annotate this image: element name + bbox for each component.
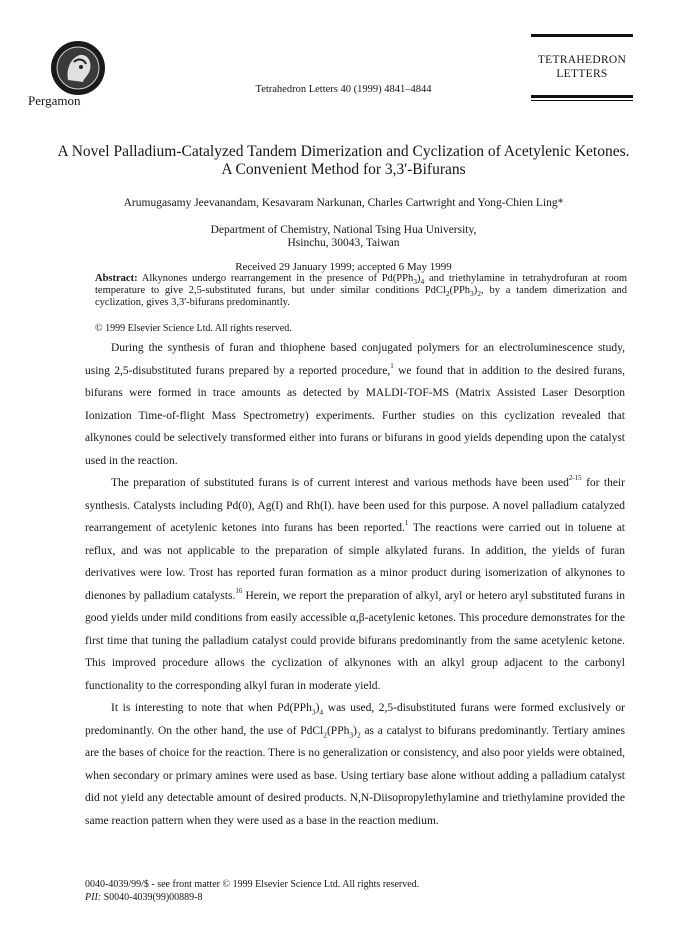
journal-masthead bbox=[531, 34, 633, 101]
abstract-label: Abstract: bbox=[95, 273, 138, 284]
front-matter-line: 0040-4039/99/$ - see front matter © 1999 Elsevier Science Ltd. All rights reserved. bbox=[85, 879, 420, 890]
reference-marker: 16 bbox=[235, 586, 243, 595]
masthead-rule-top bbox=[531, 34, 633, 37]
reference-marker: 2-15 bbox=[568, 474, 582, 482]
publisher-name: Pergamon bbox=[28, 93, 81, 108]
masthead-rule-bottom bbox=[531, 95, 633, 98]
page-footer bbox=[85, 878, 419, 904]
abstract: Abstract: Alkynones undergo rearrangement in the presence of $Pd(PPh_3)_4$ and triethylamine in tetrahydrofuran at room temperature to give 2,5-substituted furans, but under similar conditions $PdCl_2(PPh_3)_2$, by a tandem dimerization and cyclization, gives 3,3'-bifurans predominantly. bbox=[95, 273, 627, 309]
received-dates: Received 29 January 1999; accepted 6 May 1999 bbox=[235, 261, 452, 273]
author-list: Arumugasamy Jeevanandam, Kesavaram Narkunan, Charles Cartwright and Yong-Chien Ling* bbox=[123, 197, 564, 209]
journal-citation: Tetrahedron Letters 40 (1999) 4841–4844 bbox=[255, 84, 432, 95]
masthead-rule-thin bbox=[531, 100, 633, 101]
paragraph-1: During the synthesis of furan and thiophene based conjugated polymers for an electroluminescence study, using 2,5-disubstituted furans prepared by a reported procedure,$^1$ we found that in addition to the desired furans, bifurans were formed in trace amounts as detected by MALDI-TOF-MS (Matrix Assisted Laser Desorption Ionization Time-of-flight Mass Spectrometry) experiments. Further studies on this cyclization revealed that alkynones could be selectively transformed either into furans or bifurans in good yields depending upon the catalyst used in the reaction. bbox=[85, 342, 625, 467]
article-title: A Novel Palladium-Catalyzed Tandem Dimerization and Cyclization of Acetylenic Ketones. A Convenient Method for 3,3'-Bifurans bbox=[57, 143, 630, 178]
reference-marker: 1 bbox=[390, 361, 394, 370]
body-text bbox=[85, 337, 625, 832]
reference-marker: 1 bbox=[404, 519, 409, 527]
abstract-copyright: © 1999 Elsevier Science Ltd. All rights reserved. bbox=[95, 323, 292, 334]
paragraph-3: It is interesting to note that when $Pd(PPh_3)_4$ was used, 2,5-disubstituted furans were formed exclusively or predominantly. On the other hand, the use of $PdCl_2(PPh_3)_2$ as a catalyst to bifurans predominantly. Tertiary amines are the bases of choice for the reaction. There is no generalization or consistency, and also poor yields were obtained, when secondary or primary amines were used as base. Using tertiary base alone without adding a palladium catalyst did not yield any detectable amount of desired products. N,N-Diisopropylethylamine and triethylamine provided the same reaction pattern when they were used as a base in the reaction medium. bbox=[85, 702, 625, 827]
affiliation: Department of Chemistry, National Tsing Hua University, Hsinchu, 30043, Taiwan bbox=[210, 224, 477, 249]
paragraph-2: The preparation of substituted furans is of current interest and various methods have been used$^{2-15}$ for their synthesis. Catalysts including Pd(0), Ag(I) and Rh(I). have been used for this purpose. A novel palladium catalyzed rearrangement of acetylenic ketones into furans has been reported.$^1$ The reactions were carried out in toluene at reflux, and was not applicable to the preparation of simple alkylated furans. In addition, the yields of furan derivatives were low. Trost has reported furan formation as a minor product during isomerization of alkynones to dienones by palladium catalysts.$^{16}$ Herein, we report the preparation of alkyl, aryl or hetero aryl substituted furans in good yields under mild conditions from easily accessible α,β-acetylenic ketones. This procedure demonstrates for the first time that tuning the palladium catalyst could provide bifurans predominantly from the same acetylenic ketone. This improved procedure allows the cyclization of alkynones with an alkyl group adjacent to the carbonyl functionality to the corresponding alkyl furan in moderate yield. bbox=[85, 474, 626, 692]
pii-line: PII: S0040-4039(99)00889-8 bbox=[85, 892, 203, 903]
journal-name: TETRAHEDRON LETTERS bbox=[537, 54, 627, 80]
